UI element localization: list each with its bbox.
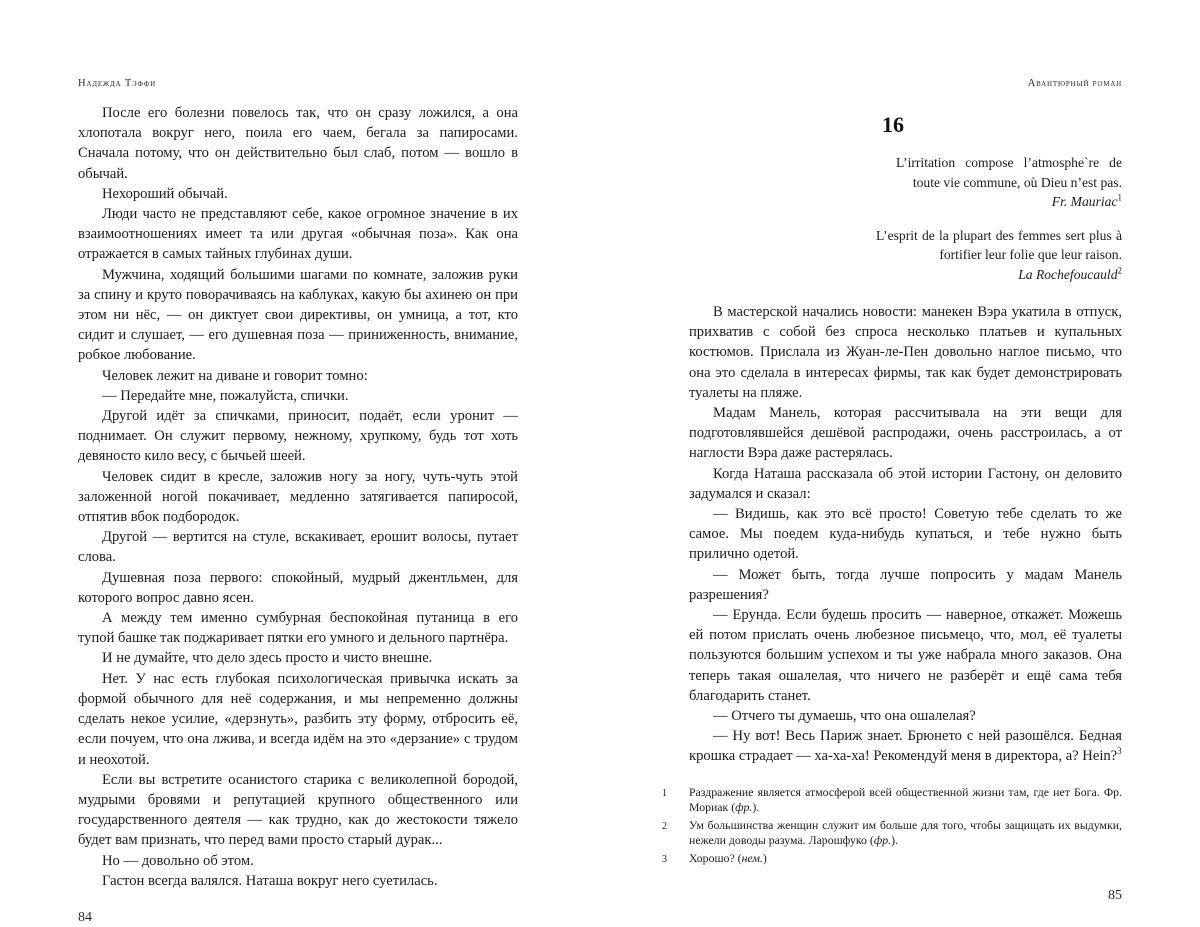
paragraph: Человек лежит на диване и говорит томно: bbox=[102, 367, 368, 384]
footnote-body: Ум большинства женщин служит им больше для того, чтобы защищать их выдумки, нежели доводы разума. Ларошфуко ( bbox=[689, 817, 1122, 848]
paragraph: После его болезни повелось так, что он сразу ложился, а она хлопотала вокруг него, поила его чаем, бегала за папиросами. Сначала потому, что он действительно был слаб, потом — вошло в обычай. bbox=[78, 105, 518, 182]
running-head-author: Надежда Тэффи bbox=[78, 78, 157, 89]
paragraph: — Может быть, тогда лучше попросить у мадам Манель разрешения? bbox=[689, 566, 1122, 603]
paragraph: В мастерской начались новости: манекен Вэра укатила в отпуск, прихватив с собой без спроса несколько платьев и купальных костюмов. Прислала из Жуан-ле-Пен довольно наглое письмо, что она это сделала в интересах фирмы, так как будет демонстрировать туалеты на пляже. bbox=[689, 304, 1122, 401]
chapter-number: 16 bbox=[882, 112, 904, 137]
paragraph bbox=[689, 726, 1122, 766]
footnote bbox=[662, 785, 1122, 816]
paragraph: Гастон всегда валялся. Наташа вокруг него суетилась. bbox=[102, 872, 438, 889]
paragraph: И не думайте, что дело здесь просто и чисто внешне. bbox=[102, 650, 433, 667]
paragraph: — Видишь, как это всё просто! Советую тебе сделать то же самое. Мы поедем куда-нибудь купаться, и тебе нужно быть прилично одетой. bbox=[689, 506, 1122, 563]
paragraph: Человек сидит в кресле, заложив ногу за ногу, чуть-чуть этой заложенной ногой покачивает, медленно затягивается папиросой, отпятив вбок подбородок. bbox=[78, 468, 518, 526]
left-page bbox=[78, 0, 518, 927]
running-head-title: Авантюрный роман bbox=[1027, 78, 1122, 89]
paragraph: Мадам Манель, которая рассчитывала на эти вещи для подготовлявшейся дешёвой распродажи, очень расстроилась, а от наглости Вэра даже растерялась. bbox=[689, 405, 1122, 462]
page-number-left: 84 bbox=[78, 909, 92, 925]
footnotes bbox=[662, 785, 1122, 870]
paragraph: Нет. У нас есть глубокая психологическая привычка искать за формой обычного для неё содержания, и мы непременно должны сделать некое усилие, «дерзнуть», разбить эту форму, отбросить её, если почуем, что она лжива, и всегда идём на это «дерзание» с трудом и неохотой. bbox=[78, 670, 518, 768]
paragraph: Но — довольно об этом. bbox=[102, 852, 254, 869]
paragraph: Другой — вертится на стуле, вскакивает, ерошит волосы, путает слова. bbox=[78, 529, 518, 566]
footnote-mark: 1 bbox=[662, 787, 667, 799]
epigraph-author-name: Fr. Mauriac bbox=[1051, 194, 1118, 209]
epigraph bbox=[872, 153, 1122, 212]
footnote-close: ). bbox=[891, 833, 898, 848]
footnote-lang: фр. bbox=[873, 833, 892, 848]
epigraph-author-name: La Rochefoucauld bbox=[1018, 266, 1118, 282]
right-page-body bbox=[662, 302, 1122, 767]
paragraph: Мужчина, ходящий большими шагами по комнате, заложив руки за спину и круто поворачиваясь на каблуках, какую бы ахинею он при этом ни нёс, — он диктует свои директивы, он умница, а тот, кто сидит и слушает, — его душевная поза — приниженность, внимание, робкое любование. bbox=[78, 266, 518, 364]
footnote-lang: фр. bbox=[735, 800, 753, 815]
paragraph-text: — Ну вот! Весь Париж знает. Брюнето с ней разошёлся. Бедная крошка страдает — ха-ха-ха! Рекомендуй меня в директора, а? Hein? bbox=[689, 728, 1122, 765]
footnote-text bbox=[689, 851, 1122, 868]
epigraph bbox=[852, 226, 1122, 285]
footnote-text bbox=[689, 785, 1122, 816]
epigraph-text: L’esprit de la plupart des femmes sert plus à fortifier leur folie que leur raison. bbox=[876, 227, 1122, 262]
page-number-right: 85 bbox=[1108, 888, 1122, 904]
footnote-mark: 3 bbox=[662, 853, 667, 865]
paragraph: Другой идёт за спичками, приносит, подаёт, если уронит — поднимает. Он служит первому, нежному, хрупкому, будь тот хоть девяносто кило весу, с бычьей шеей. bbox=[78, 408, 518, 465]
paragraph: — Передайте мне, пожалуйста, спички. bbox=[102, 387, 349, 404]
footnote-body: Хорошо? ( bbox=[689, 850, 742, 865]
right-page bbox=[662, 0, 1122, 927]
footnote-text bbox=[689, 818, 1122, 849]
epigraph-author bbox=[872, 192, 1122, 212]
paragraph: Когда Наташа рассказала об этой истории Гастону, он деловито задумался и сказал: bbox=[689, 465, 1122, 502]
paragraph: А между тем именно сумбурная беспокойная путаница в его тупой башке так поджаривает пятки его умного и дельного партнёра. bbox=[78, 610, 518, 647]
footnote-ref[interactable]: 2 bbox=[1117, 264, 1122, 275]
footnote bbox=[662, 851, 1122, 868]
paragraph: — Ерунда. Если будешь просить — наверное, откажет. Можешь ей потом прислать очень любезное письмецо, что, мол, её туалеты пользуются большим успехом и ты уже набрала много заказов. Она теперь такая ошалелая, что ничего не разберёт и ещё сама тебя благодарить станет. bbox=[689, 607, 1122, 704]
paragraph: Нехороший обычай. bbox=[102, 185, 228, 202]
footnote-close: ) bbox=[762, 850, 767, 865]
paragraph: Люди часто не представляют себе, какое огромное значение в их взаимоотношениях имеет та или другая «обычная поза». Как она отражается в самых тайных глубинах души. bbox=[78, 206, 518, 263]
epigraph-text: L’irritation compose l’atmosphe`re de toute vie commune, où Dieu n’est pas. bbox=[896, 155, 1122, 190]
paragraph: Душевная поза первого: спокойный, мудрый джентльмен, для которого вопрос давно ясен. bbox=[78, 569, 518, 606]
footnote-ref[interactable]: 1 bbox=[1117, 192, 1122, 203]
footnote bbox=[662, 818, 1122, 849]
footnote-lang: нем. bbox=[741, 850, 763, 865]
footnote-mark: 2 bbox=[662, 820, 667, 832]
paragraph: — Отчего ты думаешь, что она ошалелая? bbox=[713, 708, 976, 725]
footnote-body: Раздражение является атмосферой всей общественной жизни там, где нет Бога. Фр. Мориак ( bbox=[689, 784, 1122, 815]
paragraph: Если вы встретите осанистого старика с великолепной бородой, мудрыми бровями и репутацией крупного общественного или государственного деятеля — как трудно, как до жестокости тяжело будет вам признать, что перед вами просто старый дурак... bbox=[78, 771, 518, 849]
left-page-body bbox=[78, 103, 518, 891]
epigraph-author bbox=[852, 265, 1122, 285]
footnote-close: ). bbox=[752, 800, 760, 815]
footnote-ref[interactable]: 3 bbox=[1117, 746, 1122, 757]
